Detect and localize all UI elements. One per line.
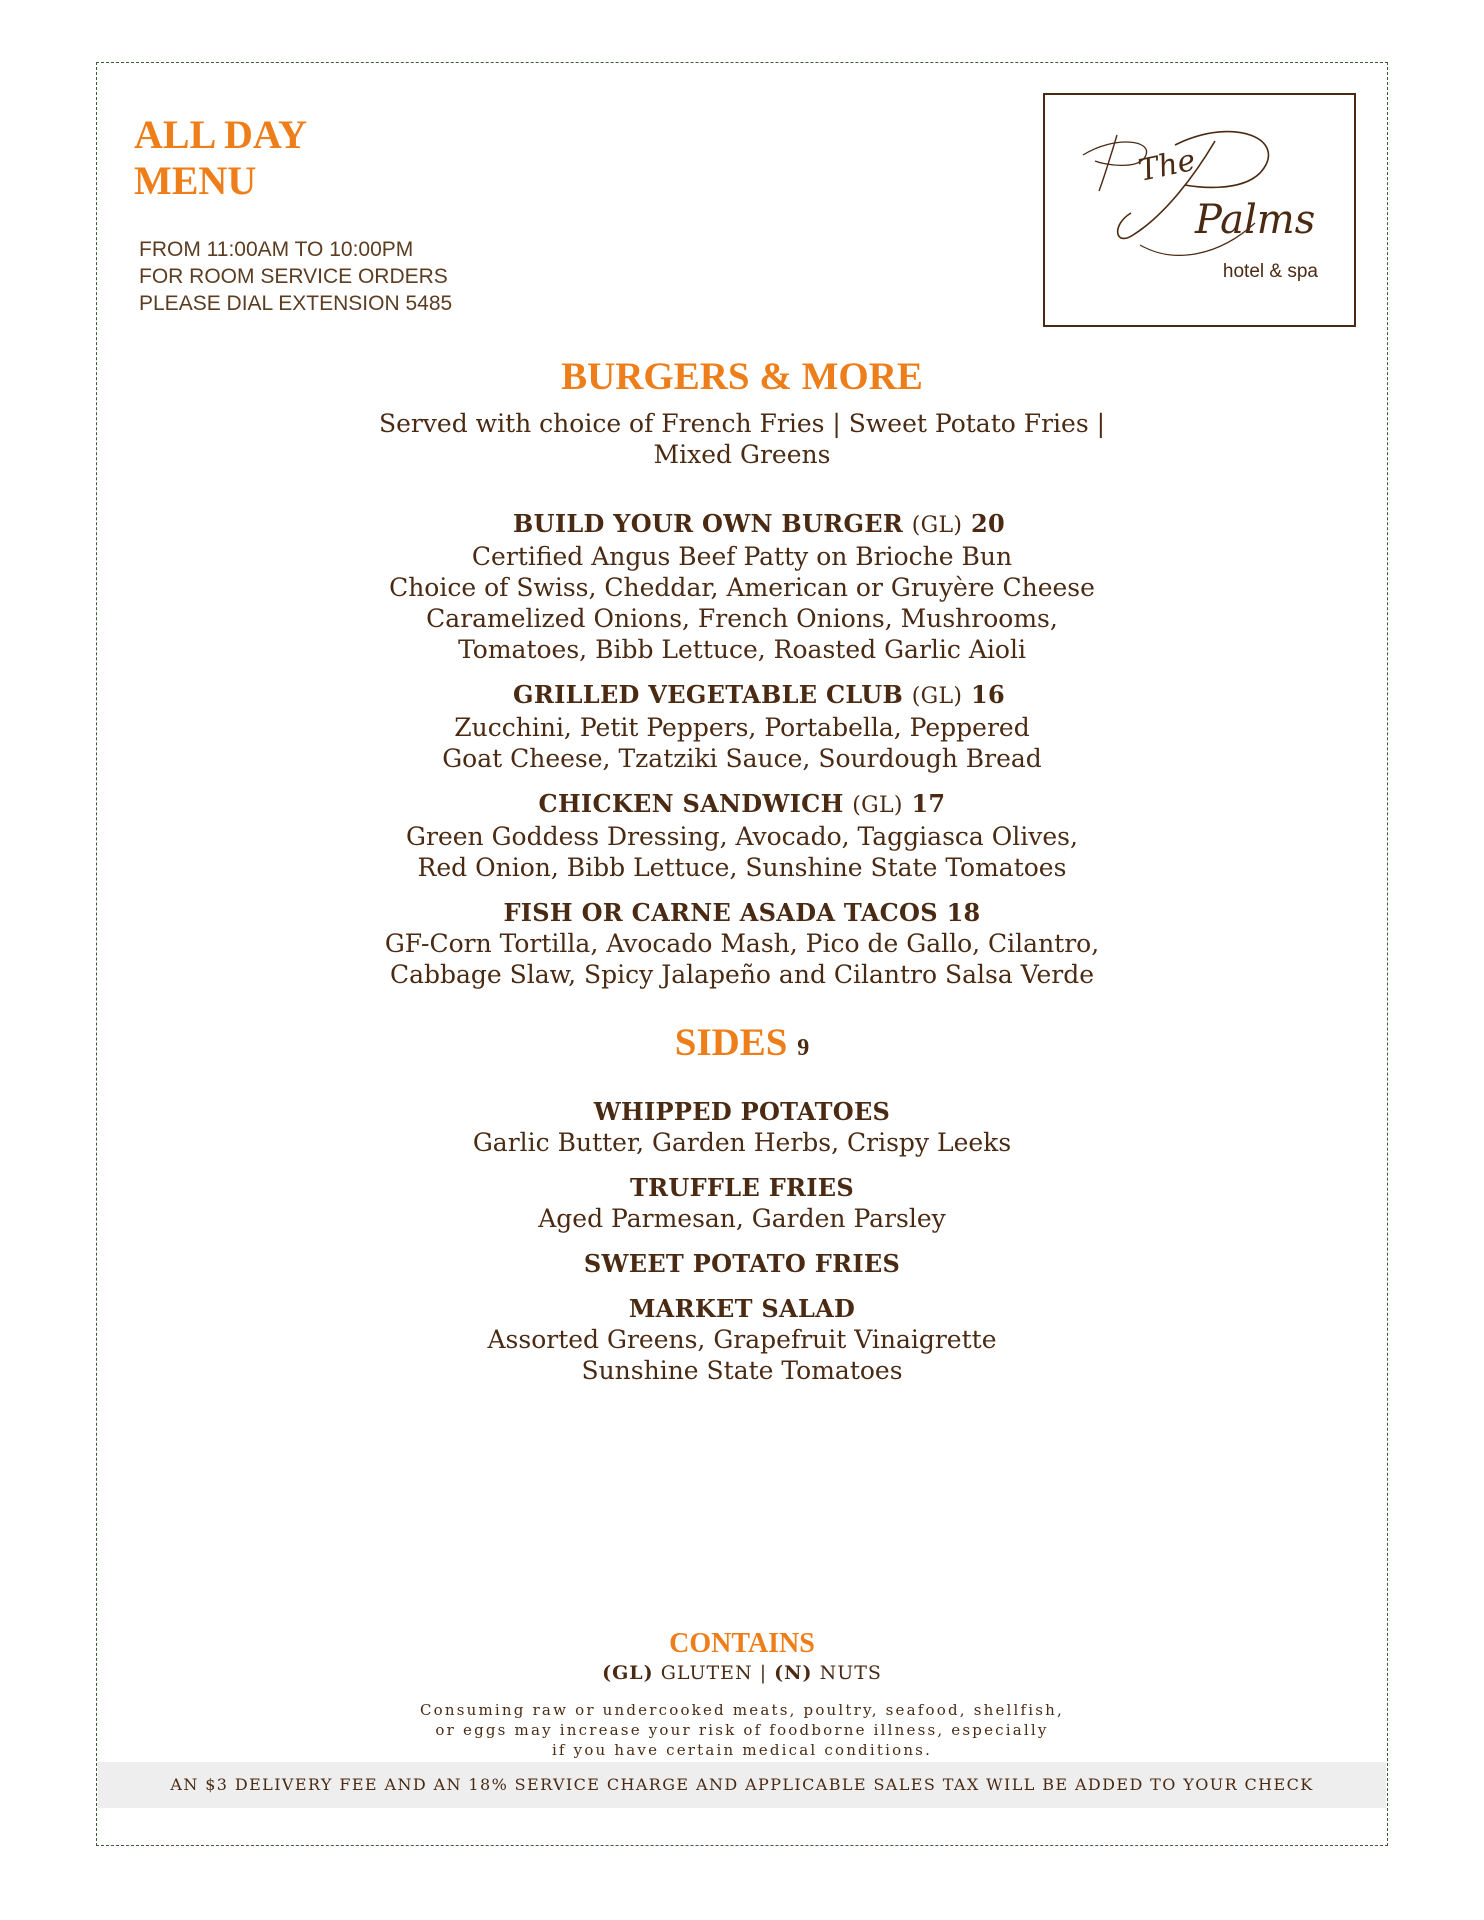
item-description: Zucchini, Petit Peppers, Portabella, Peppered bbox=[454, 713, 1030, 742]
sides-heading-line bbox=[0, 1020, 1484, 1071]
item-name: TRUFFLE FRIES bbox=[629, 1173, 855, 1202]
menu-item bbox=[0, 679, 1484, 774]
menu-item-name-line bbox=[0, 508, 1484, 541]
menu-item bbox=[0, 1248, 1484, 1279]
item-description: Certified Angus Beef Patty on Brioche Bun bbox=[471, 542, 1013, 571]
served-with-note bbox=[0, 408, 1484, 470]
delivery-fee-notice: AN $3 DELIVERY FEE AND AN 18% SERVICE CHARGE AND APPLICABLE SALES TAX WILL BE ADDED TO YOUR CHECK bbox=[98, 1762, 1386, 1808]
menu-item bbox=[0, 897, 1484, 990]
warning-line: or eggs may increase your risk of foodborne illness, especially bbox=[435, 1721, 1049, 1739]
menu-item-name-line bbox=[0, 679, 1484, 712]
menu-item-name-line bbox=[0, 897, 1484, 928]
menu-item-name-line bbox=[0, 788, 1484, 821]
logo-subtitle: hotel & spa bbox=[1222, 261, 1318, 282]
health-warning bbox=[0, 1700, 1484, 1760]
item-price: 18 bbox=[946, 898, 981, 927]
warning-line: Consuming raw or undercooked meats, poultry, seafood, shellfish, bbox=[419, 1701, 1065, 1719]
item-price: 17 bbox=[911, 789, 946, 818]
sides-items bbox=[0, 1096, 1484, 1400]
item-name: GRILLED VEGETABLE CLUB bbox=[513, 680, 904, 709]
item-description: Red Onion, Bibb Lettuce, Sunshine State Tomatoes bbox=[417, 853, 1067, 882]
item-description: Goat Cheese, Tzatziki Sauce, Sourdough Bread bbox=[442, 744, 1042, 773]
item-name: WHIPPED POTATOES bbox=[593, 1097, 891, 1126]
item-description: Sunshine State Tomatoes bbox=[581, 1356, 903, 1385]
served-line: Mixed Greens bbox=[653, 440, 831, 469]
warning-line: if you have certain medical conditions. bbox=[551, 1741, 933, 1759]
menu-item bbox=[0, 508, 1484, 665]
sides-price: 9 bbox=[797, 1035, 810, 1061]
legend-separator: | bbox=[759, 1662, 768, 1684]
hotel-logo bbox=[1043, 93, 1356, 327]
item-name: BUILD YOUR OWN BURGER bbox=[513, 509, 904, 538]
contains-heading: CONTAINS bbox=[669, 1628, 815, 1659]
nuts-code: (N) bbox=[774, 1662, 813, 1684]
gluten-label: GLUTEN bbox=[660, 1662, 753, 1684]
nuts-label: NUTS bbox=[819, 1662, 882, 1684]
sides-section bbox=[0, 1020, 1484, 1071]
item-description: Caramelized Onions, French Onions, Mushrooms, bbox=[426, 604, 1058, 633]
item-price: 20 bbox=[970, 509, 1005, 538]
menu-item bbox=[0, 788, 1484, 883]
title-line-1: ALL DAY bbox=[134, 112, 308, 157]
burgers-section bbox=[0, 354, 1484, 470]
service-hours bbox=[139, 236, 452, 317]
allergen-legend bbox=[0, 1660, 1484, 1686]
logo-script-flourish bbox=[1045, 95, 1354, 325]
item-allergen-tag: (GL) bbox=[852, 793, 903, 818]
item-description: GF-Corn Tortilla, Avocado Mash, Pico de Gallo, Cilantro, bbox=[384, 929, 1100, 958]
item-name: SWEET POTATO FRIES bbox=[583, 1249, 901, 1278]
item-name: MARKET SALAD bbox=[628, 1294, 856, 1323]
burgers-heading: BURGERS & MORE bbox=[561, 355, 923, 398]
title-line-2: MENU bbox=[134, 158, 257, 203]
item-description: Green Goddess Dressing, Avocado, Taggiasca Olives, bbox=[406, 822, 1078, 851]
item-description: Aged Parmesan, Garden Parsley bbox=[538, 1204, 946, 1233]
item-allergen-tag: (GL) bbox=[911, 513, 963, 538]
item-name: FISH OR CARNE ASADA TACOS bbox=[503, 898, 938, 927]
item-allergen-tag: (GL) bbox=[911, 684, 963, 709]
menu-item bbox=[0, 1293, 1484, 1386]
served-line: Served with choice of French Fries | Sweet Potato Fries | bbox=[378, 409, 1106, 438]
item-description: Tomatoes, Bibb Lettuce, Roasted Garlic Aioli bbox=[458, 635, 1026, 664]
menu-item bbox=[0, 1172, 1484, 1234]
burger-items bbox=[0, 508, 1484, 1004]
hours-line: FOR ROOM SERVICE ORDERS bbox=[139, 265, 448, 288]
item-price: 16 bbox=[970, 680, 1005, 709]
hours-line: PLEASE DIAL EXTENSION 5485 bbox=[139, 292, 453, 315]
item-description: Assorted Greens, Grapefruit Vinaigrette bbox=[487, 1325, 997, 1354]
logo-script-palms: Palms bbox=[1195, 197, 1316, 243]
menu-item bbox=[0, 1096, 1484, 1158]
item-description: Cabbage Slaw, Spicy Jalapeño and Cilantro Salsa Verde bbox=[389, 960, 1095, 989]
allergen-key bbox=[0, 1628, 1484, 1686]
gluten-code: (GL) bbox=[602, 1662, 654, 1684]
menu-title bbox=[134, 112, 307, 204]
sides-heading: SIDES bbox=[674, 1021, 788, 1064]
item-description: Garlic Butter, Garden Herbs, Crispy Leeks bbox=[472, 1128, 1012, 1157]
item-name: CHICKEN SANDWICH bbox=[538, 789, 844, 818]
logo-script-the: The bbox=[1135, 142, 1199, 189]
hours-line: FROM 11:00AM TO 10:00PM bbox=[139, 238, 414, 261]
item-description: Choice of Swiss, Cheddar, American or Gruyère Cheese bbox=[389, 573, 1095, 602]
